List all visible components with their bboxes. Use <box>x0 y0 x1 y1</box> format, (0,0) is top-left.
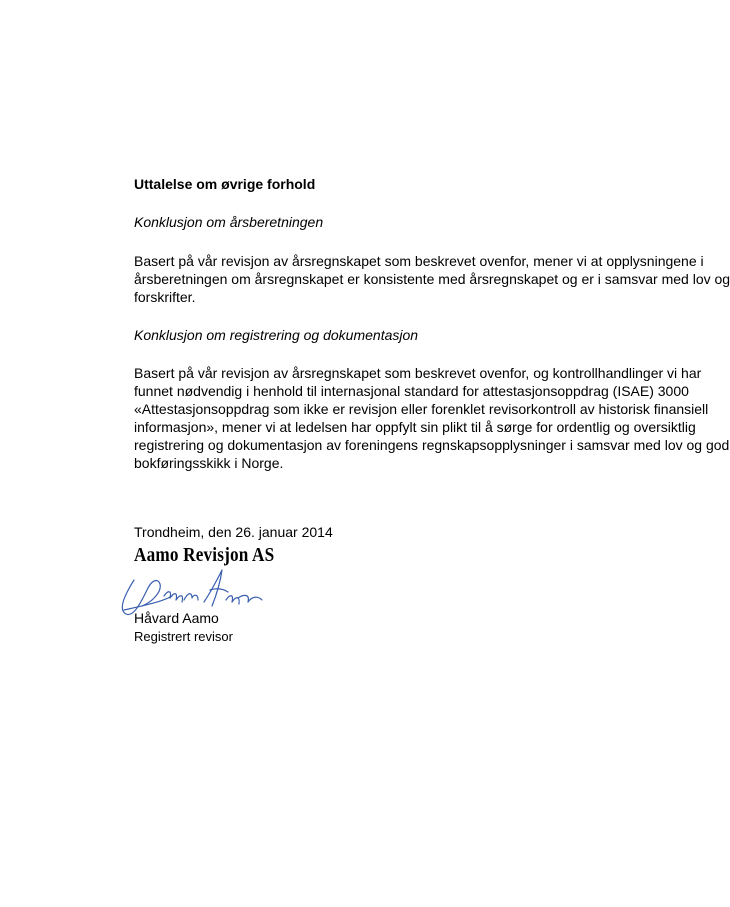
annual-report-line: forskrifter. <box>134 289 196 305</box>
firm-name: Aamo Revisjon AS <box>134 544 275 566</box>
signatory-name: Håvard Aamo <box>134 610 219 626</box>
registration-line: «Attestasjonsoppdrag som ikke er revisjon eller forenklet revisorkontroll av historisk finansiell <box>134 401 709 417</box>
place-date: Trondheim, den 26. januar 2014 <box>134 524 333 540</box>
registration-line: registrering og dokumentasjon av foreningens regnskapsopplysninger i samsvar med lov og god <box>134 437 730 453</box>
section-heading: Uttalelse om øvrige forhold <box>134 176 316 192</box>
signatory-title: Registrert revisor <box>134 629 233 644</box>
registration-line: funnet nødvendig i henhold til internasjonal standard for attestasjonsoppdrag (ISAE) 3000 <box>134 383 689 399</box>
registration-line: bokføringsskikk i Norge. <box>134 455 284 471</box>
registration-subheading: Konklusjon om registrering og dokumentasjon <box>134 327 419 343</box>
registration-line: Basert på vår revisjon av årsregnskapet som beskrevet ovenfor, og kontrollhandlinger vi har <box>134 365 702 381</box>
annual-report-subheading: Konklusjon om årsberetningen <box>134 214 324 230</box>
annual-report-line: Basert på vår revisjon av årsregnskapet som beskrevet ovenfor, mener vi at opplysningene i <box>134 253 704 269</box>
registration-line: informasjon», mener vi at ledelsen har oppfylt sin plikt til å sørge for ordentlig og oversiktlig <box>134 419 696 435</box>
annual-report-line: årsberetningen om årsregnskapet er konsistente med årsregnskapet og er i samsvar med lov og <box>134 271 730 287</box>
